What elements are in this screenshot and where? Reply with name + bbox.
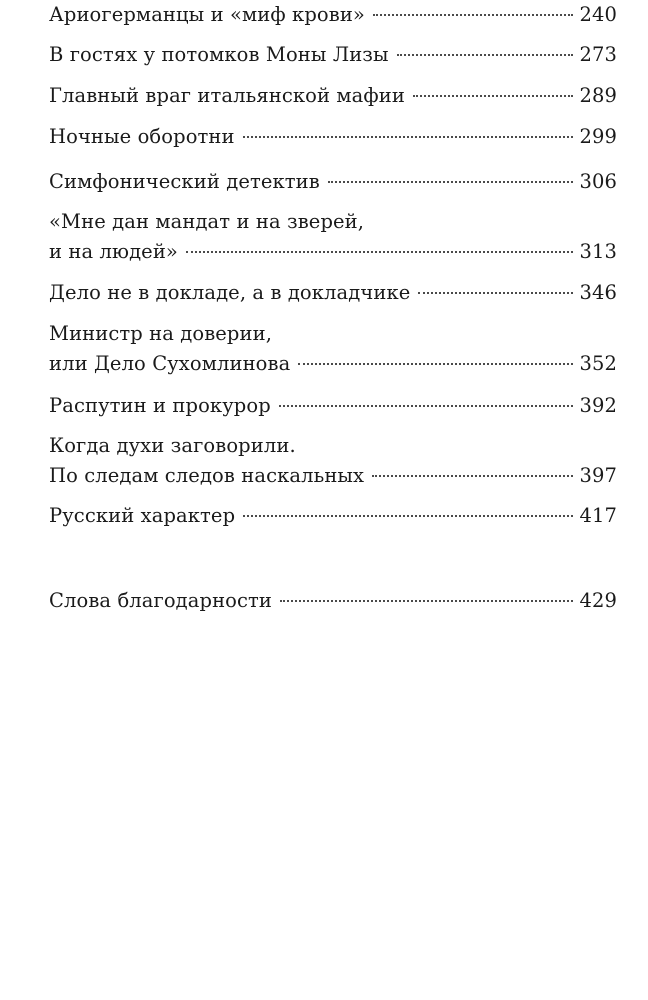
dot-leader — [298, 363, 573, 365]
dot-leader — [413, 95, 574, 97]
toc-page-number: 429 — [579, 589, 617, 612]
toc-entry-title: или Дело Сухомлинова — [49, 352, 291, 375]
toc-entry — [49, 319, 617, 379]
dot-leader — [243, 136, 574, 138]
toc-entry-title: Распутин и прокурор — [49, 394, 271, 417]
toc-entry — [49, 586, 617, 616]
toc-page-number: 306 — [579, 170, 617, 193]
dot-leader — [243, 515, 573, 517]
toc-entry-line — [49, 122, 617, 152]
dot-leader — [279, 405, 574, 407]
toc-entry-title: Русский характер — [49, 504, 236, 527]
toc-entry-title: Министр на доверии, — [49, 322, 273, 345]
toc-page-number: 397 — [579, 464, 617, 487]
toc-page-number: 346 — [579, 281, 617, 304]
dot-leader — [280, 600, 573, 602]
toc-entry-line — [49, 391, 617, 421]
toc-entry — [49, 0, 617, 30]
toc-entry-title: Когда духи заговорили. — [49, 434, 296, 457]
toc-entry-line — [49, 501, 617, 531]
toc-entry-line — [49, 461, 617, 491]
toc-entry — [49, 167, 617, 197]
dot-leader — [372, 475, 573, 477]
toc-entry-title: «Мне дан мандат и на зверей, — [49, 210, 365, 233]
toc-page-number: 289 — [579, 84, 617, 107]
toc-page-number: 299 — [579, 125, 617, 148]
toc-page-number: 392 — [579, 394, 617, 417]
toc-entry-line — [49, 237, 617, 267]
toc-entry-title: Дело не в докладе, а в докладчике — [49, 281, 411, 304]
toc-entry-title: Симфонический детектив — [49, 170, 320, 193]
toc-entry-title: Ночные оборотни — [49, 125, 235, 148]
toc-entry — [49, 207, 617, 267]
toc-entry-line — [49, 0, 617, 30]
toc-entry — [49, 431, 617, 491]
toc-entry-line — [49, 349, 617, 379]
toc-entry — [49, 40, 617, 70]
toc-entry — [49, 81, 617, 111]
dot-leader — [328, 181, 574, 183]
toc-entry-line — [49, 81, 617, 111]
toc-entry-title: Слова благодарности — [49, 589, 273, 612]
toc-entry — [49, 278, 617, 308]
toc-entry-title: В гостях у потомков Моны Лизы — [49, 43, 389, 66]
toc-entry-title: Главный враг итальянской мафии — [49, 84, 405, 107]
dot-leader — [418, 292, 573, 294]
toc-entry-title: и на людей» — [49, 240, 178, 263]
toc-entry-line — [49, 278, 617, 308]
dot-leader — [373, 14, 574, 16]
toc-entry-line — [49, 40, 617, 70]
toc-page-number: 273 — [579, 43, 617, 66]
toc-page-number: 240 — [579, 3, 617, 26]
toc-page-number: 313 — [579, 240, 617, 263]
toc-entry — [49, 501, 617, 531]
toc-entry-line — [49, 586, 617, 616]
dot-leader — [186, 251, 574, 253]
toc-page-number: 352 — [579, 352, 617, 375]
toc-page-number: 417 — [579, 504, 617, 527]
toc-entry — [49, 391, 617, 421]
toc-entry-title: Ариогерманцы и «миф крови» — [49, 3, 365, 26]
toc-entry — [49, 122, 617, 152]
toc-entry-line — [49, 167, 617, 197]
toc-entry-title: По следам следов наскальных — [49, 464, 365, 487]
dot-leader — [397, 54, 574, 56]
